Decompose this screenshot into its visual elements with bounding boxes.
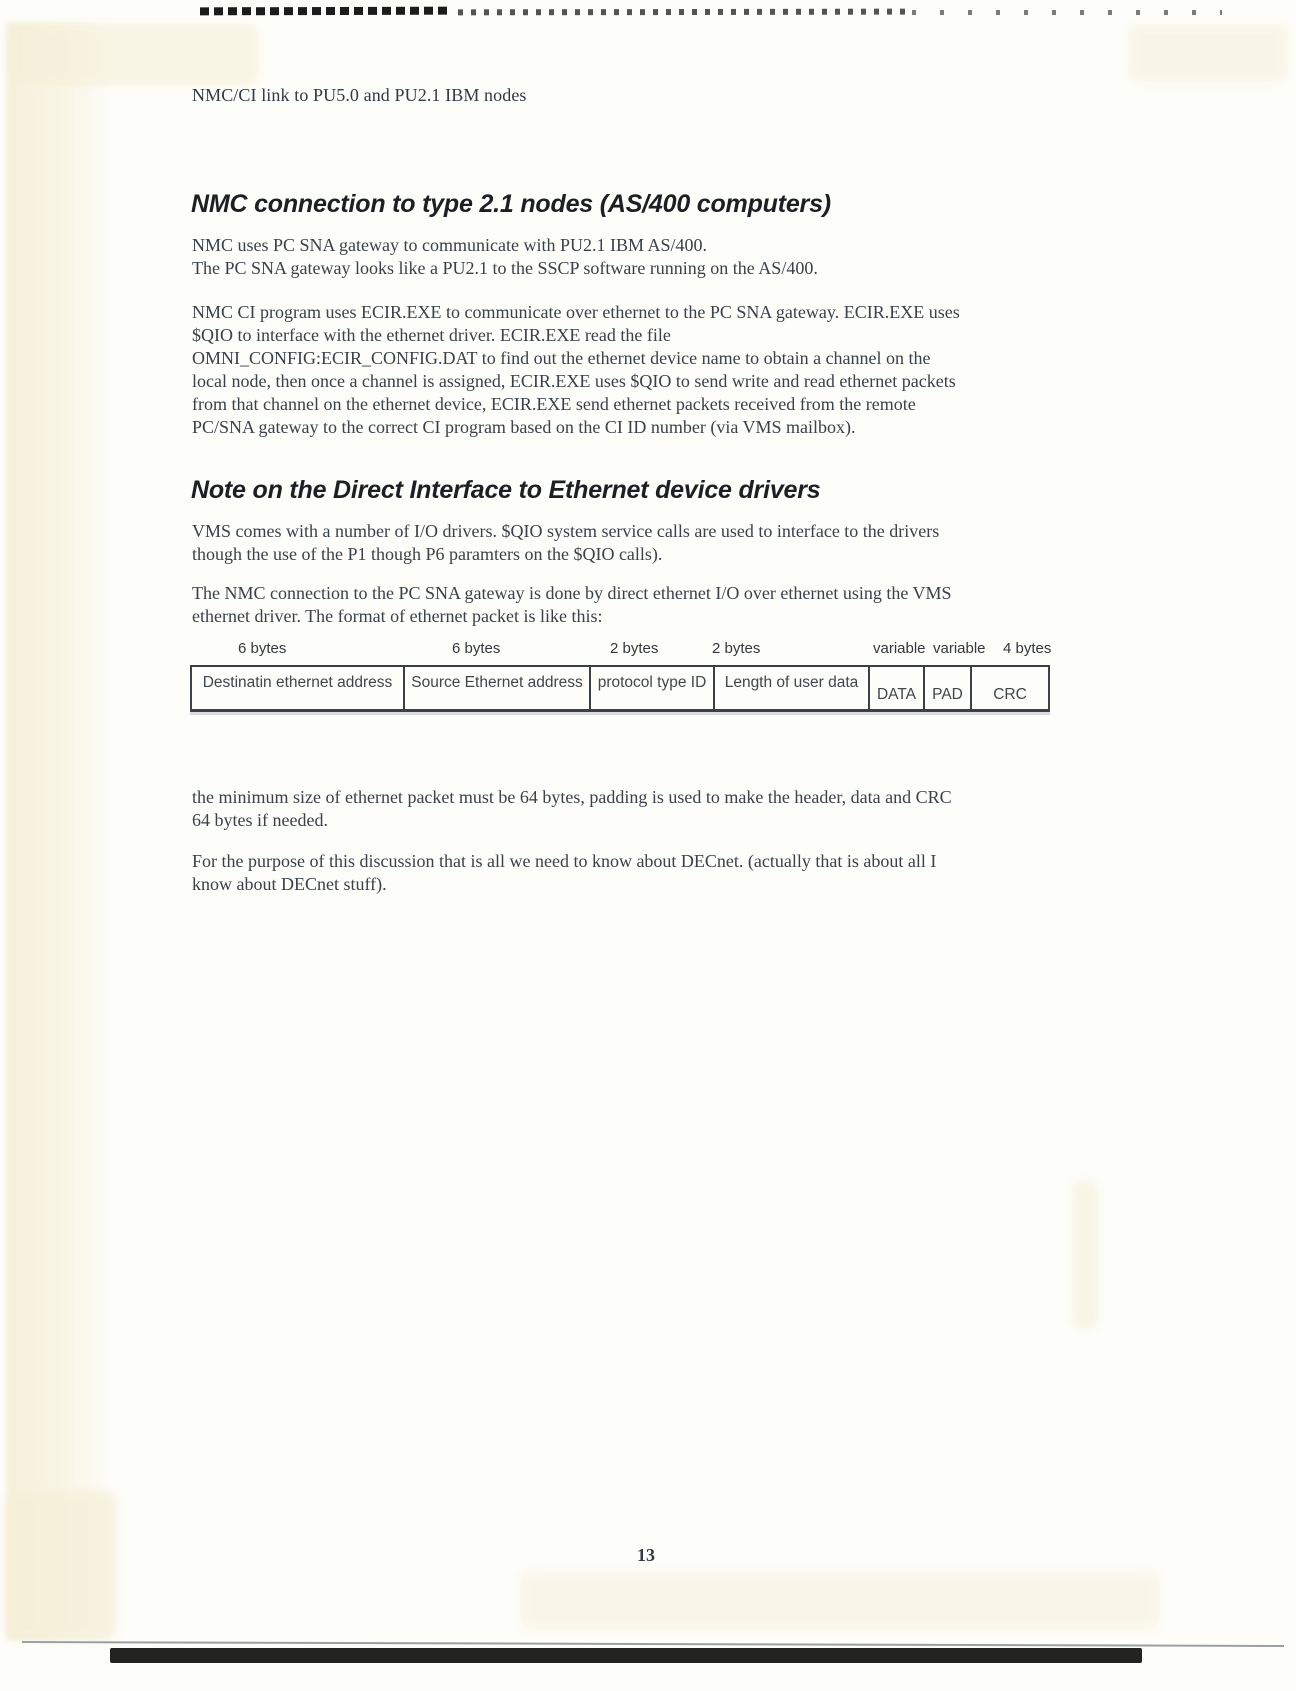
packet-field-length: Length of user data bbox=[713, 667, 868, 709]
byte-size-label: variable bbox=[873, 640, 926, 657]
text-line: The NMC connection to the PC SNA gateway is done by direct ethernet I/O over ethernet using the VMS bbox=[192, 583, 952, 603]
text-line: PC/SNA gateway to the correct CI program based on the CI ID number (via VMS mailbox). bbox=[192, 417, 856, 437]
byte-size-label: 4 bytes bbox=[1003, 640, 1052, 657]
packet-field-crc: CRC bbox=[970, 667, 1048, 709]
section-heading-direct-interface: Note on the Direct Interface to Ethernet device drivers bbox=[191, 476, 821, 504]
text-line: 64 bytes if needed. bbox=[192, 810, 328, 830]
text-line: local node, then once a channel is assigned, ECIR.EXE uses $QIO to send write and read ethernet packets bbox=[192, 371, 956, 391]
scan-edge-cream-band bbox=[6, 22, 110, 1640]
byte-size-label: 6 bytes bbox=[452, 640, 501, 657]
scan-cream-patch-top-right bbox=[1128, 24, 1288, 82]
paragraph-packet-format-intro bbox=[192, 582, 1072, 628]
paragraph-ecir-exe bbox=[192, 301, 1072, 439]
ethernet-packet-diagram bbox=[190, 665, 1050, 712]
packet-field-source-address: Source Ethernet address bbox=[403, 667, 589, 709]
text-line: VMS comes with a number of I/O drivers. $QIO system service calls are used to interface to the drivers bbox=[192, 521, 940, 541]
scan-artifact-dashes-medium bbox=[458, 9, 906, 16]
text-line: know about DECnet stuff). bbox=[192, 874, 387, 894]
paragraph-vms-drivers bbox=[192, 520, 1072, 566]
section-heading-nmc-connection: NMC connection to type 2.1 nodes (AS/400 computers) bbox=[191, 190, 831, 218]
byte-size-label: 2 bytes bbox=[712, 640, 761, 657]
text-line: the minimum size of ethernet packet must be 64 bytes, padding is used to make the header, data and CRC bbox=[192, 787, 952, 807]
packet-field-pad: PAD bbox=[923, 667, 970, 709]
paragraph-decnet-note bbox=[192, 850, 1072, 896]
scan-artifact-dashes-sparse bbox=[912, 10, 1222, 15]
byte-size-label: 2 bytes bbox=[610, 640, 659, 657]
text-line: ethernet driver. The format of ethernet packet is like this: bbox=[192, 606, 603, 626]
paragraph-nmc-gateway bbox=[192, 234, 1072, 280]
text-line: For the purpose of this discussion that is all we need to know about DECnet. (actually that is about all I bbox=[192, 851, 937, 871]
text-line: NMC uses PC SNA gateway to communicate with PU2.1 IBM AS/400. bbox=[192, 235, 708, 255]
scan-artifact-bottom-bar bbox=[110, 1648, 1142, 1663]
packet-field-destination-address: Destinatin ethernet address bbox=[202, 674, 393, 691]
text-line: though the use of the P1 though P6 paramters on the $QIO calls). bbox=[192, 544, 663, 564]
running-header: NMC/CI link to PU5.0 and PU2.1 IBM nodes bbox=[192, 85, 527, 105]
scan-cream-patch-bottom-center bbox=[520, 1572, 1160, 1630]
text-line: $QIO to interface with the ethernet driver. ECIR.EXE read the file bbox=[192, 325, 671, 345]
text-line: from that channel on the ethernet device, ECIR.EXE send ethernet packets received from the remote bbox=[192, 394, 916, 414]
page-number: 13 bbox=[637, 1545, 655, 1565]
packet-field-data: DATA bbox=[868, 667, 923, 709]
paragraph-minimum-size bbox=[192, 786, 1072, 832]
byte-size-label: variable bbox=[933, 640, 986, 657]
scan-artifact-dashes-dense bbox=[200, 7, 452, 16]
text-line: The PC SNA gateway looks like a PU2.1 to the SSCP software running on the AS/400. bbox=[192, 258, 818, 278]
text-line: NMC CI program uses ECIR.EXE to communicate over ethernet to the PC SNA gateway. ECIR.EXE uses bbox=[192, 302, 960, 322]
scan-cream-patch-top-left bbox=[8, 24, 258, 86]
packet-field-protocol-type: protocol type ID bbox=[589, 667, 713, 709]
scan-cream-patch-right bbox=[1072, 1180, 1098, 1330]
scan-artifact-bottom-edge-line bbox=[22, 1641, 1284, 1647]
scan-cream-patch-bottom-left bbox=[6, 1490, 116, 1640]
byte-size-label: 6 bytes bbox=[238, 640, 287, 657]
text-line: OMNI_CONFIG:ECIR_CONFIG.DAT to find out the ethernet device name to obtain a channel on the bbox=[192, 348, 931, 368]
